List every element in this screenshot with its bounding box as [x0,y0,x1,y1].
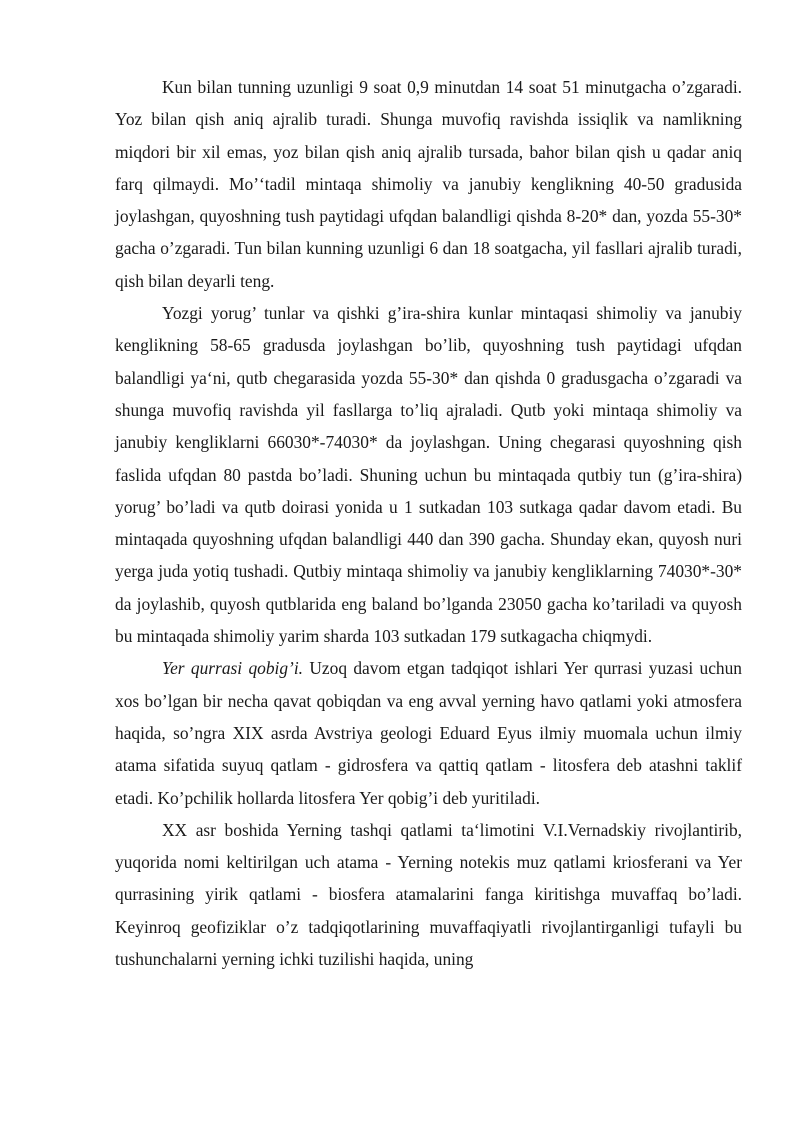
paragraph-vernadsky [115,814,742,975]
section-heading-italic: Yer qurrasi qobig’i. [162,658,304,679]
paragraph-earth-crust [115,652,742,813]
paragraph-text: Uzoq davom etgan tadqiqot ishlari Yer qurrasi yuzasi uchun xos bo’lgan bir necha qavat qobiqdan va eng avval yerning havo qatlami yoki atmosfera haqida, so’ngra XIX asrda Avstriya geologi Eduard Eyus ilmiy muomala uchun ilmiy atama sifatida suyuq qatlam - gidrosfera va qattiq qatlam - litosfera deb atashni taklif etadi. Ko’pchilik hollarda litosfera Yer qobig’i deb yuritiladi. [115,658,743,808]
paragraph-polar-zones [115,297,742,652]
paragraph-text: XX asr boshida Yerning tashqi qatlami ta‘limotini V.I.Vernadskiy rivojlantirib, yuqorida nomi keltirilgan uch atama - Yerning notekis muz qatlami kriosferani va Yer qurrasining yirik qatlami - biosfera atamalarini fanga kiritishga muvaffaq bo’ladi. Keyinroq geofiziklar o’z tadqiqotlarining muvaffaqiyatli rivojlantirganligi tufayli bu tushunchalarni yerning ichki tuzilishi haqida, uning [115,819,742,970]
paragraph-day-night-length [115,71,742,297]
paragraph-text: Yozgi yorug’ tunlar va qishki g’ira-shira kunlar mintaqasi shimoliy va janubiy kenglikning 58-65 gradusda joylashgan bo’lib, quyoshning tush paytidagi ufqdan balandligi ya‘ni, qutb chegarasida yozda 55-30* dan qishda 0 gradusgacha o’zgaradi va shunga muvofiq ravishda yil fasllarga to’liq ajraladi. Qutb yoki mintaqa shimoliy va janubiy kengliklarni 66030*-74030* da joylashgan. Uning chegarasi quyoshning qish faslida ufqdan 80 pastda bo’ladi. Shuning uchun bu mintaqada qutbiy tun (g’ira-shira) yorug’ bo’ladi va qutb doirasi yonida u 1 sutkadan 103 sutkaga qadar davom etadi. Bu mintaqada quyoshning ufqdan balandligi 440 dan 390 gacha. Shunday ekan, quyosh nuri yerga juda yotiq tushadi. Qutbiy mintaqa shimoliy va janubiy kengliklarning 74030*-30* da joylashib, quyosh qutblarida eng baland bo’lganda 23050 gacha ko’tariladi va quyosh bu mintaqada shimoliy yarim sharda 103 sutkadan 179 sutkagacha chiqmydi. [115,303,742,647]
paragraph-text: Kun bilan tunning uzunligi 9 soat 0,9 minutdan 14 soat 51 minutgacha o’zgaradi. Yoz bilan qish aniq ajralib turadi. Shunga muvofiq ravishda issiqlik va namlikning miqdori bir xil emas, yoz bilan qish aniq ajralib tursada, bahor bilan qish u qadar aniq farq qilmaydi. Mo’‘tadil mintaqa shimoliy va janubiy kenglikning 40-50 gradusida joylashgan, quyoshning tush paytidagi ufqdan balandligi qishda 8-20* dan, yozda 55-30* gacha o’zgaradi. Tun bilan kunning uzunligi 6 dan 18 soatgacha, yil fasllari ajralib turadi, qish bilan deyarli teng. [115,77,742,291]
document-body [115,71,742,975]
